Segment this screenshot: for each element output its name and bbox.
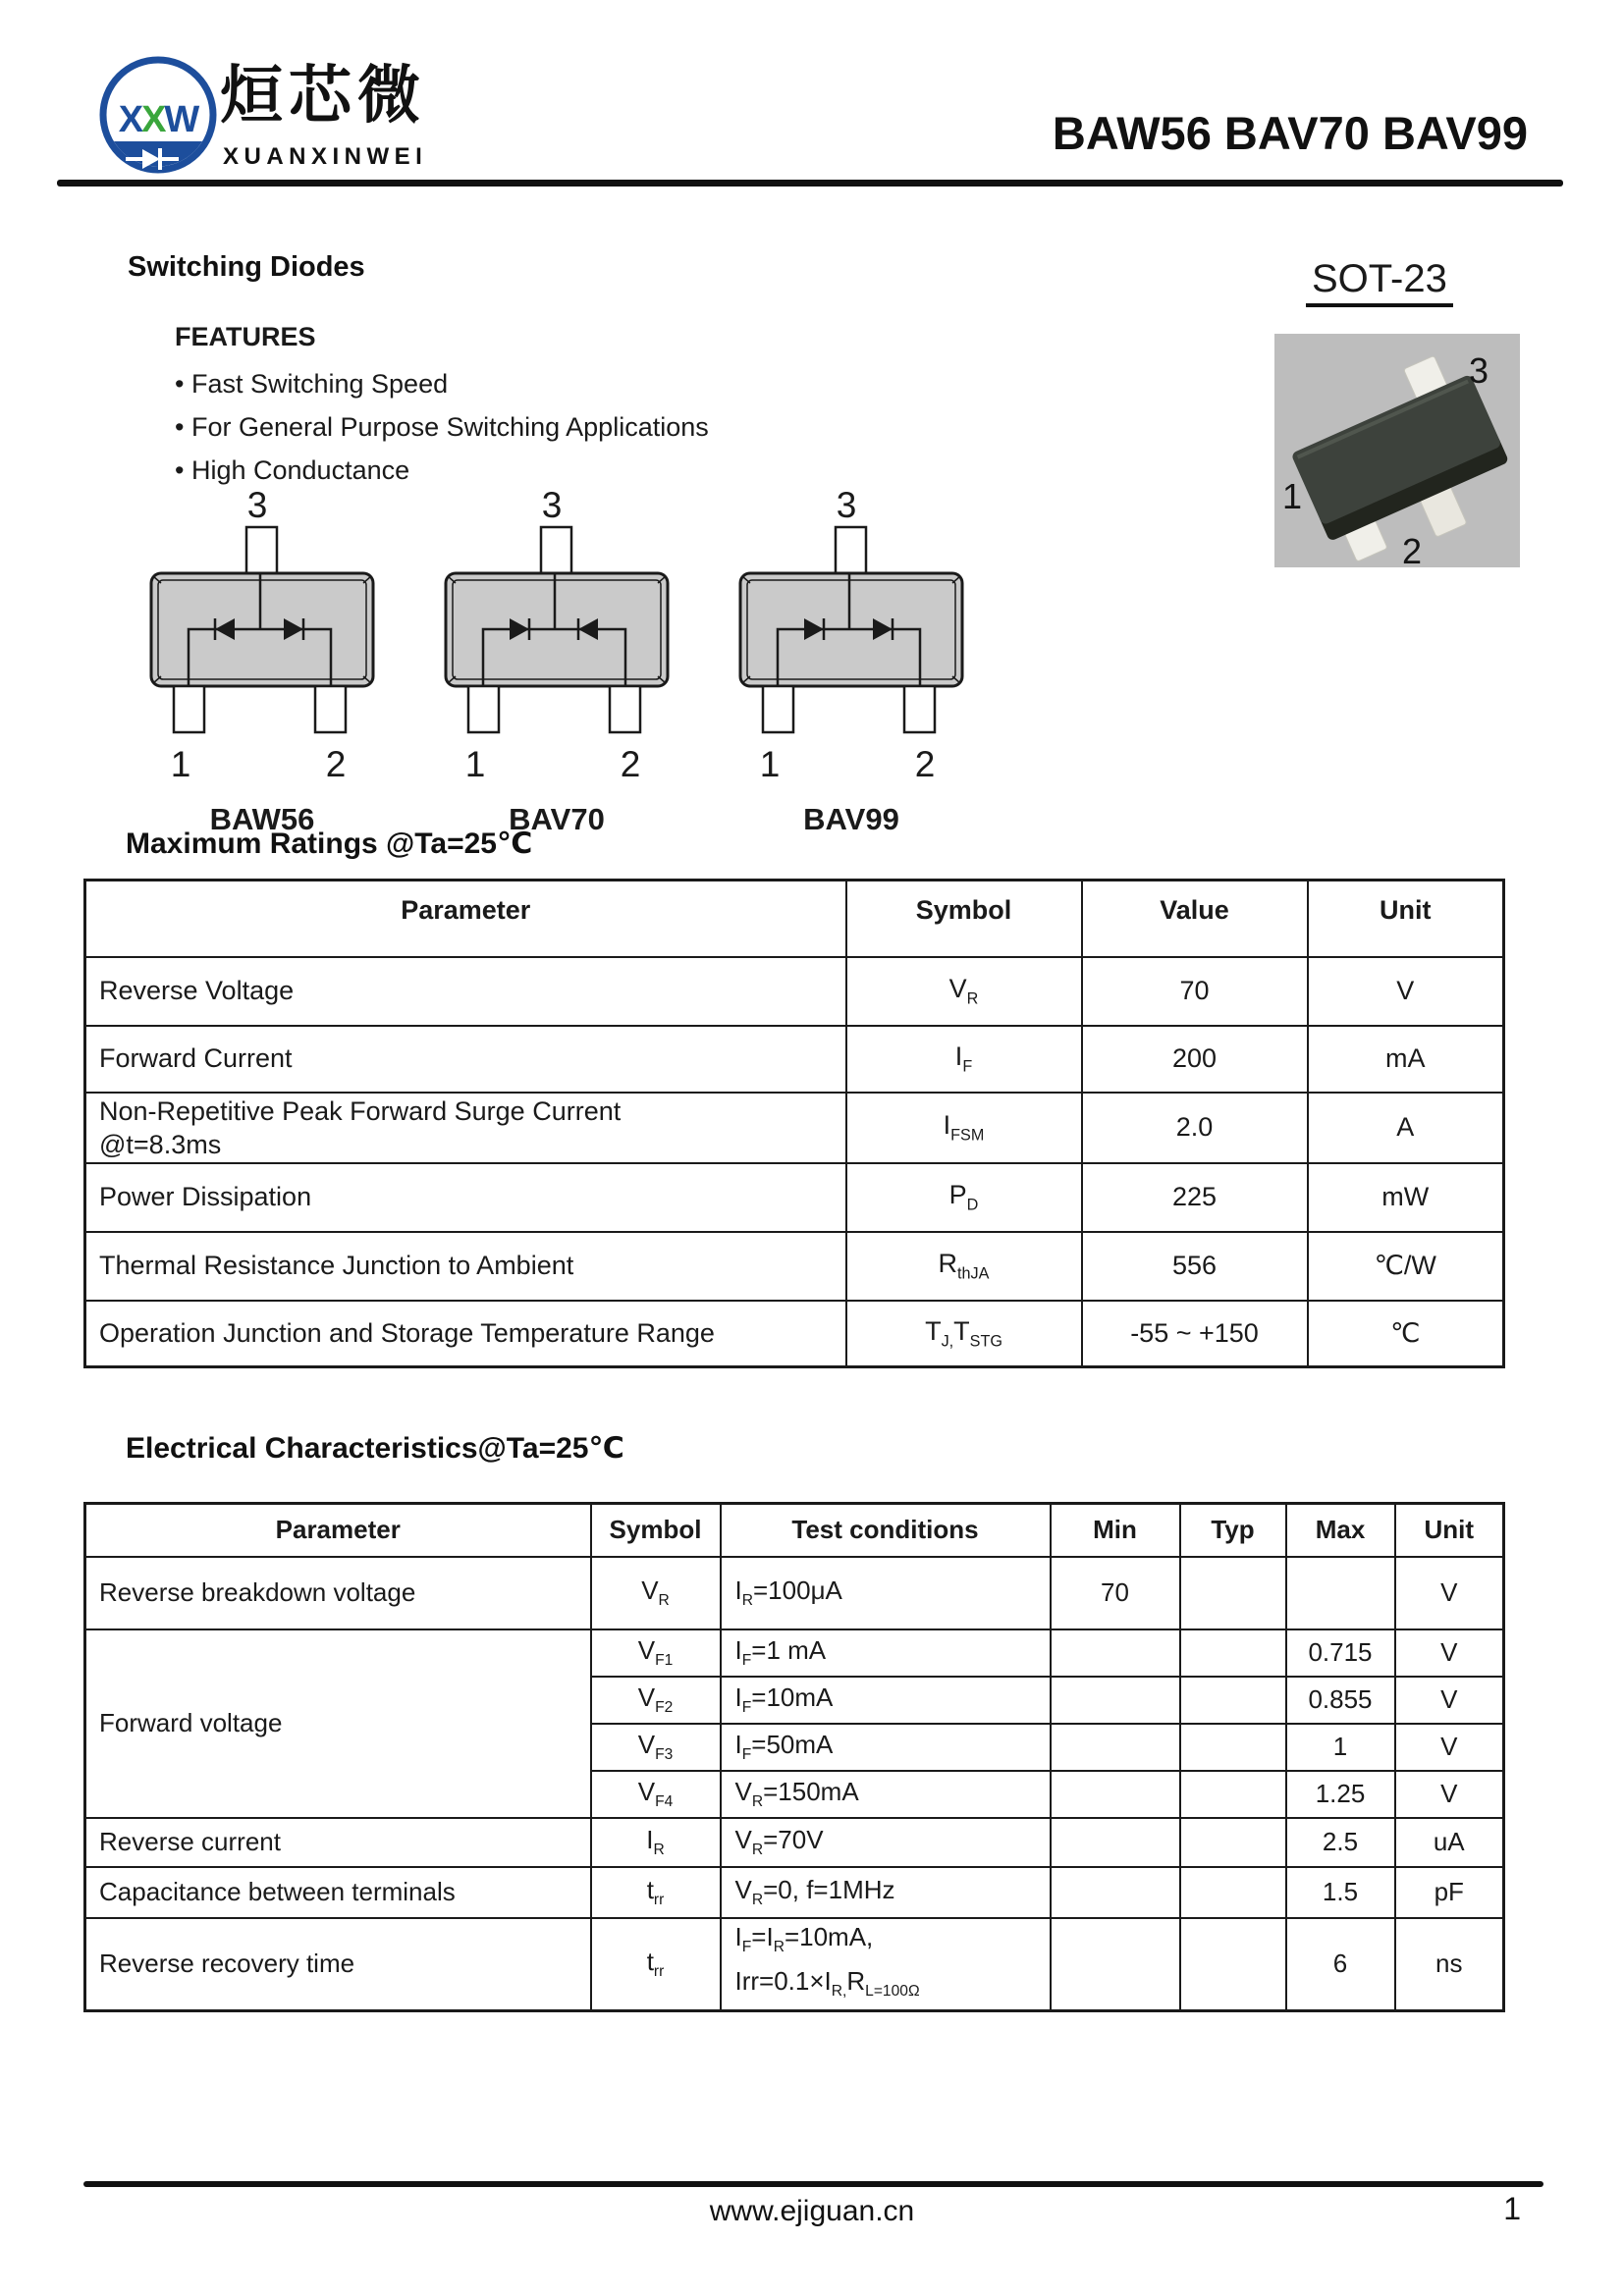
cell-unit: ns — [1395, 1918, 1504, 2011]
pin3-tab — [246, 527, 277, 574]
col-typ: Typ — [1180, 1504, 1286, 1557]
cell-test-conditions: $V_R=70V$ — [721, 1818, 1051, 1867]
schematic-bav70 — [444, 486, 670, 844]
pin2-label: 2 — [325, 744, 347, 784]
photo-pin1-label: 1 — [1282, 476, 1303, 516]
features-heading: FEATURES — [175, 322, 316, 351]
col-unit: Unit — [1395, 1504, 1504, 1557]
cell-unit: V — [1395, 1629, 1504, 1677]
max-ratings-heading: Maximum Ratings @Ta=25℃ — [126, 828, 533, 860]
cell-symbol: $I_R$ — [591, 1818, 721, 1867]
cell-typ — [1180, 1867, 1286, 1918]
cell-value: 200 — [1082, 1026, 1308, 1093]
pin1-label: 1 — [759, 744, 781, 784]
cell-symbol: $I_{FSM}$ — [846, 1093, 1082, 1163]
cell-max: 0.855 — [1286, 1677, 1395, 1724]
pin3-label: 3 — [541, 486, 563, 525]
pin3-tab — [541, 527, 571, 574]
cell-typ — [1180, 1629, 1286, 1677]
cell-min — [1051, 1918, 1180, 2011]
company-logo — [98, 43, 226, 200]
pin2-tab — [610, 686, 640, 732]
cell-parameter: Operation Junction and Storage Temperature Range — [85, 1301, 846, 1367]
cell-max — [1286, 1557, 1395, 1629]
pin1-tab — [468, 686, 499, 732]
pin2-label: 2 — [914, 744, 936, 784]
cell-typ — [1180, 1818, 1286, 1867]
features-list — [175, 362, 709, 492]
variant-caption: BAV70 — [509, 802, 605, 836]
col-max: Max — [1286, 1504, 1395, 1557]
footer-website: www.ejiguan.cn — [709, 2195, 915, 2227]
cell-value: 70 — [1082, 957, 1308, 1026]
cell-unit: ℃/W — [1308, 1232, 1504, 1301]
cell-unit: V — [1395, 1771, 1504, 1818]
table-row — [85, 1818, 1504, 1867]
col-min: Min — [1051, 1504, 1180, 1557]
cell-parameter: Capacitance between terminals — [85, 1867, 591, 1918]
logo-monogram: XXW — [118, 99, 198, 140]
cell-symbol: $T_{J,}T_{STG}$ — [846, 1301, 1082, 1367]
cell-value: 556 — [1082, 1232, 1308, 1301]
cell-unit: V — [1308, 957, 1504, 1026]
feature-item: • High Conductance — [175, 449, 709, 492]
cell-typ — [1180, 1677, 1286, 1724]
cell-typ — [1180, 1724, 1286, 1771]
table-row — [85, 1629, 1504, 1677]
col-test-conditions: Test conditions — [721, 1504, 1051, 1557]
pin2-label: 2 — [620, 744, 641, 784]
cell-unit: mA — [1308, 1026, 1504, 1093]
photo-pin2-label: 2 — [1402, 531, 1423, 567]
cell-unit: uA — [1395, 1818, 1504, 1867]
company-name-en: XUANXINWEI — [223, 143, 428, 170]
cell-min — [1051, 1771, 1180, 1818]
table-row — [85, 1918, 1504, 2011]
cell-max: 0.715 — [1286, 1629, 1395, 1677]
cell-typ — [1180, 1557, 1286, 1629]
cell-value: -55 ~ +150 — [1082, 1301, 1308, 1367]
table-row — [85, 957, 1504, 1026]
cell-symbol: $I_F$ — [846, 1026, 1082, 1093]
cell-test-conditions: $I_F=10mA$ — [721, 1677, 1051, 1724]
cell-symbol: $V_R$ — [591, 1557, 721, 1629]
schematic-bav99 — [738, 486, 964, 844]
table-row — [85, 1232, 1504, 1301]
cell-unit: mW — [1308, 1163, 1504, 1232]
cell-symbol: $t_{rr}$ — [591, 1867, 721, 1918]
cell-value: 225 — [1082, 1163, 1308, 1232]
cell-test-conditions: $I_F=50mA$ — [721, 1724, 1051, 1771]
pin3-tab — [836, 527, 866, 574]
features-block — [175, 322, 709, 492]
cell-parameter: Reverse breakdown voltage — [85, 1557, 591, 1629]
col-unit: Unit — [1308, 881, 1504, 957]
cell-symbol: $V_{F3}$ — [591, 1724, 721, 1771]
table-row — [85, 1557, 1504, 1629]
company-name-cn: 烜芯微 — [220, 60, 426, 131]
col-value: Value — [1082, 881, 1308, 957]
table-header-row — [85, 1504, 1504, 1557]
pin1-tab — [174, 686, 204, 732]
cell-parameter: Power Dissipation — [85, 1163, 846, 1232]
pin2-tab — [315, 686, 346, 732]
cell-unit: V — [1395, 1724, 1504, 1771]
pin3-label: 3 — [836, 486, 857, 525]
cell-symbol: $V_{F2}$ — [591, 1677, 721, 1724]
table-header-row — [85, 881, 1504, 957]
cell-symbol: $V_R$ — [846, 957, 1082, 1026]
electrical-heading: Electrical Characteristics@Ta=25℃ — [126, 1432, 624, 1465]
cell-max: 6 — [1286, 1918, 1395, 2011]
variant-caption: BAV99 — [803, 802, 899, 836]
feature-item: • For General Purpose Switching Applications — [175, 405, 709, 449]
cell-typ — [1180, 1771, 1286, 1818]
part-numbers-title: BAW56 BAV70 BAV99 — [1052, 107, 1528, 159]
pin1-label: 1 — [464, 744, 486, 784]
feature-item: • Fast Switching Speed — [175, 362, 709, 405]
cell-min — [1051, 1677, 1180, 1724]
cell-min: 70 — [1051, 1557, 1180, 1629]
cell-max: 1.5 — [1286, 1867, 1395, 1918]
col-parameter: Parameter — [85, 1504, 591, 1557]
cell-parameter: Reverse current — [85, 1818, 591, 1867]
cell-min — [1051, 1818, 1180, 1867]
cell-test-conditions: $I_F=1$ mA — [721, 1629, 1051, 1677]
variant-caption: BAW56 — [209, 802, 315, 836]
cell-symbol: $V_{F1}$ — [591, 1629, 721, 1677]
photo-pin3-label: 3 — [1469, 350, 1489, 391]
cell-parameter: Thermal Resistance Junction to Ambient — [85, 1232, 846, 1301]
schematic-baw56 — [149, 486, 375, 844]
cell-parameter: Non-Repetitive Peak Forward Surge Current @t=8.3ms — [85, 1093, 846, 1163]
family-title: Switching Diodes — [128, 251, 365, 283]
header-rule — [57, 180, 1563, 187]
cell-test-conditions: $I_F=I_R=10mA$, $Irr=0.1\times I_{R,}R_{L=100\Omega}$ — [721, 1918, 1051, 2011]
cell-test-conditions: $V_R=150mA$ — [721, 1771, 1051, 1818]
cell-max: 1 — [1286, 1724, 1395, 1771]
cell-symbol: $P_D$ — [846, 1163, 1082, 1232]
cell-symbol: $R_{thJA}$ — [846, 1232, 1082, 1301]
electrical-table — [83, 1502, 1505, 2012]
table-row — [85, 1867, 1504, 1918]
cell-min — [1051, 1629, 1180, 1677]
cell-test-conditions: $V_R=0$, f=1MHz — [721, 1867, 1051, 1918]
pin1-label: 1 — [170, 744, 191, 784]
footer-rule — [83, 2181, 1543, 2187]
package-photo — [1274, 334, 1520, 567]
cell-parameter: Reverse recovery time — [85, 1918, 591, 2011]
pin2-tab — [904, 686, 935, 732]
cell-max: 1.25 — [1286, 1771, 1395, 1818]
cell-value: 2.0 — [1082, 1093, 1308, 1163]
cell-min — [1051, 1724, 1180, 1771]
cell-parameter-group: Forward voltage — [85, 1629, 591, 1818]
cell-max: 2.5 — [1286, 1818, 1395, 1867]
table-row — [85, 1093, 1504, 1163]
cell-symbol: $V_{F4}$ — [591, 1771, 721, 1818]
cell-unit: V — [1395, 1557, 1504, 1629]
cell-unit: ℃ — [1308, 1301, 1504, 1367]
col-symbol: Symbol — [846, 881, 1082, 957]
cell-unit: A — [1308, 1093, 1504, 1163]
page-number: 1 — [1503, 2191, 1521, 2226]
table-row — [85, 1026, 1504, 1093]
cell-symbol: $t_{rr}$ — [591, 1918, 721, 2011]
package-label: SOT-23 — [1306, 257, 1453, 307]
table-row — [85, 1301, 1504, 1367]
col-symbol: Symbol — [591, 1504, 721, 1557]
cell-test-conditions: $I_R=100\mu A$ — [721, 1557, 1051, 1629]
table-row — [85, 1163, 1504, 1232]
cell-parameter: Reverse Voltage — [85, 957, 846, 1026]
cell-min — [1051, 1867, 1180, 1918]
col-parameter: Parameter — [85, 881, 846, 957]
cell-typ — [1180, 1918, 1286, 2011]
cell-parameter: Forward Current — [85, 1026, 846, 1093]
pin1-tab — [763, 686, 793, 732]
cell-unit: V — [1395, 1677, 1504, 1724]
max-ratings-table — [83, 879, 1505, 1368]
cell-unit: pF — [1395, 1867, 1504, 1918]
pin3-label: 3 — [246, 486, 268, 525]
